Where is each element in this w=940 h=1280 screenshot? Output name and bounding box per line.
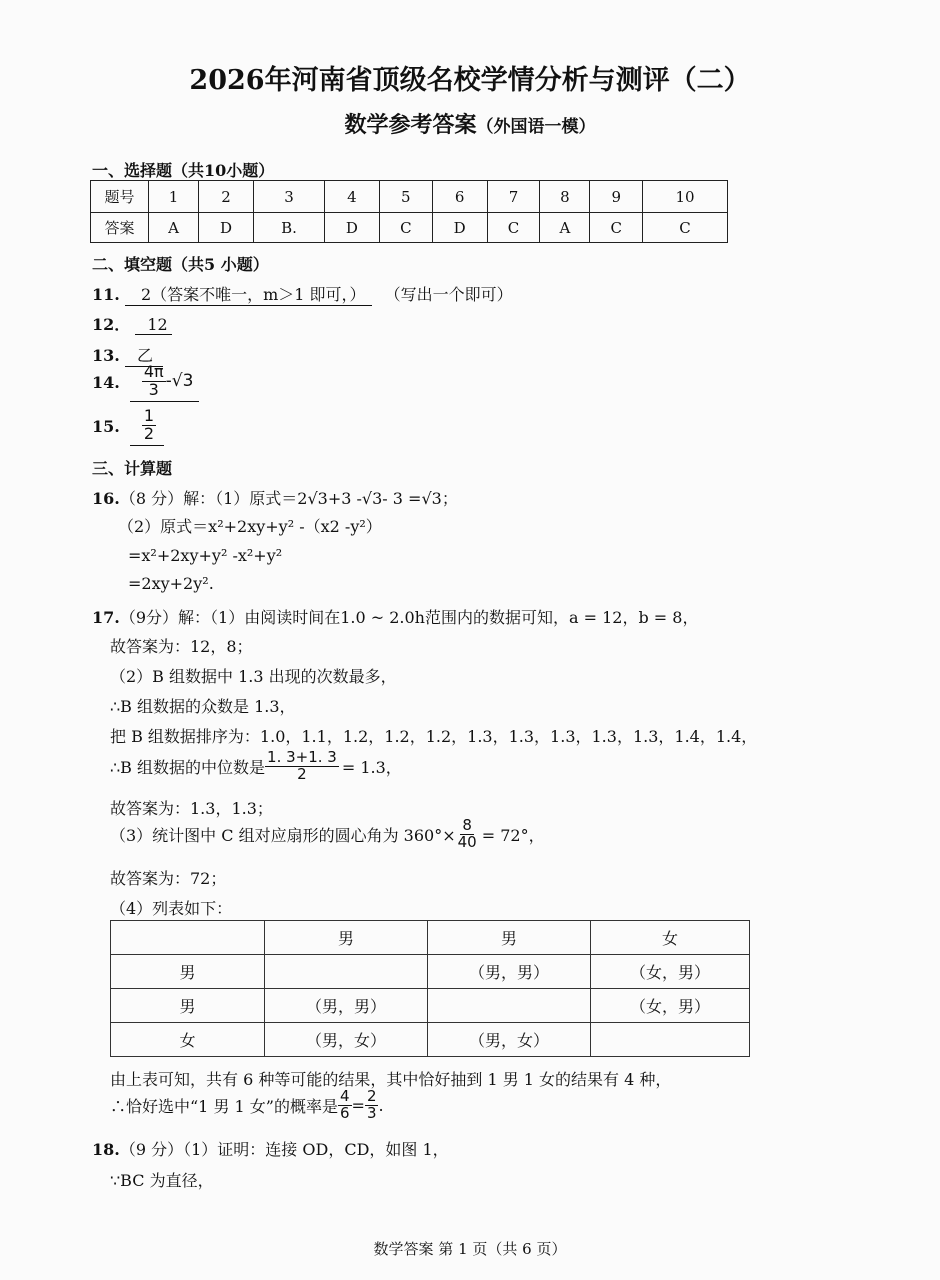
subtitle-note: （外国语一模） — [476, 117, 596, 137]
fraction1-numerator: 4 — [339, 1087, 350, 1105]
q17-line6 — [110, 750, 402, 783]
table-header-cell: 男 — [428, 921, 591, 955]
table-row-label: 男 — [111, 955, 265, 989]
q17-line8 — [110, 818, 545, 851]
q15-denominator: 2 — [143, 423, 155, 443]
table-corner-cell — [111, 921, 265, 955]
table-header-cell: 女 — [591, 921, 750, 955]
table-row — [111, 989, 750, 1023]
q18-number: 18. — [92, 1140, 120, 1159]
probability-fraction-1 — [338, 1089, 352, 1122]
q14-tail: -√3 — [165, 371, 194, 392]
answer-table-row-answers — [91, 213, 728, 243]
q-answer: C — [643, 213, 728, 243]
angle-denominator: 40 — [457, 832, 477, 851]
q17-line12 — [110, 1089, 384, 1122]
angle-fraction — [456, 818, 479, 851]
q-answer: A — [149, 213, 199, 243]
q13-number: 13. — [92, 346, 120, 365]
row-label-number: 题号 — [91, 181, 149, 213]
fraction2-denominator: 3 — [366, 1103, 377, 1122]
q14-denominator: 3 — [148, 379, 159, 399]
table-cell: （男，男） — [265, 989, 428, 1023]
q16-text: （8 分）解：（1）原式＝2√3+3 -√3- 3 =√3； — [119, 489, 458, 508]
q-number: 3 — [254, 181, 325, 213]
q17-line11: 由上表可知，共有 6 种等可能的结果，其中恰好抽到 1 男 1 女的结果有 4 种， — [110, 1070, 672, 1089]
probability-fraction-2 — [365, 1089, 379, 1122]
table-cell: （男，女） — [265, 1023, 428, 1057]
table-cell — [265, 955, 428, 989]
equals-sign: = — [351, 1095, 365, 1115]
q-number: 4 — [324, 181, 379, 213]
q12 — [92, 312, 172, 335]
median-denominator: 2 — [297, 764, 307, 783]
q14-number: 14. — [92, 373, 120, 393]
q-answer: B. — [254, 213, 325, 243]
table-row-label: 男 — [111, 989, 265, 1023]
document-title: 2026年河南省顶级名校学情分析与测评（二） — [189, 65, 751, 96]
fraction2-numerator: 2 — [366, 1087, 377, 1105]
q-answer: A — [540, 213, 590, 243]
table-row — [111, 955, 750, 989]
q17-line2: 故答案为：12，8； — [110, 637, 253, 656]
q16-number: 16. — [92, 489, 120, 508]
angle-numerator: 8 — [462, 816, 472, 834]
q-number: 9 — [590, 181, 643, 213]
probability-table-header — [111, 921, 750, 955]
q17-text: （9分）解：（1）由阅读时间在1.0 ~ 2.0h范围内的数据可知，a = 12，b = 8， — [119, 608, 699, 627]
q15 — [92, 408, 164, 446]
q-number: 7 — [487, 181, 540, 213]
angle-result: = 72°， — [481, 825, 545, 845]
q12-answer: 12 — [135, 315, 171, 335]
table-cell: （男，男） — [428, 955, 591, 989]
answer-table — [90, 180, 728, 243]
q18-line1 — [92, 1137, 449, 1160]
q17-number: 17. — [92, 608, 120, 627]
q16-line3: =x²+2xy+y² -x²+y² — [128, 546, 283, 565]
median-result: = 1.3， — [341, 757, 402, 777]
q17-line9: 故答案为：72； — [110, 869, 227, 888]
q17-line4: ∴B 组数据的众数是 1.3， — [110, 697, 296, 716]
answer-table-row-numbers — [91, 181, 728, 213]
q-number: 1 — [149, 181, 199, 213]
document-subtitle — [0, 108, 940, 139]
table-row-label: 女 — [111, 1023, 265, 1057]
fraction1-denominator: 6 — [339, 1103, 350, 1122]
table-cell: （女，男） — [591, 955, 750, 989]
q-number: 5 — [379, 181, 432, 213]
row-label-answer: 答案 — [91, 213, 149, 243]
q18-text: （9 分）（1）证明：连接 OD，CD，如图 1， — [119, 1140, 449, 1159]
q-answer: D — [324, 213, 379, 243]
section3-heading: 三、计算题 — [92, 459, 173, 478]
q16-line2: （2）原式＝x²+2xy+y² -（x2 -y²） — [118, 517, 382, 536]
q11-note: （写出一个即可） — [384, 285, 513, 304]
q-number: 6 — [432, 181, 487, 213]
probability-table — [110, 920, 750, 1057]
table-cell: （男，女） — [428, 1023, 591, 1057]
q14 — [92, 364, 199, 402]
q17-line1 — [92, 605, 698, 628]
q15-answer — [130, 408, 164, 446]
probability-period: . — [378, 1095, 384, 1115]
q14-fraction — [142, 364, 166, 399]
probability-text: ∴恰好选中“1 男 1 女”的概率是 — [110, 1096, 338, 1116]
subtitle-main: 数学参考答案 — [344, 112, 477, 138]
table-row — [111, 1023, 750, 1057]
table-cell — [591, 1023, 750, 1057]
q-number: 2 — [199, 181, 254, 213]
table-header-cell: 男 — [265, 921, 428, 955]
q11 — [92, 282, 513, 306]
q15-numerator: 1 — [143, 406, 155, 425]
q12-number: 12． — [92, 315, 131, 334]
q17-line7: 故答案为：1.3，1.3； — [110, 799, 273, 818]
q13-answer: 乙 — [125, 343, 163, 367]
q-answer: C — [379, 213, 432, 243]
q-answer: D — [199, 213, 254, 243]
angle-text: （3）统计图中 C 组对应扇形的圆心角为 360°× — [110, 825, 456, 845]
q-answer: C — [487, 213, 540, 243]
q16-line4: =2xy+2y². — [128, 574, 214, 593]
q-number: 8 — [540, 181, 590, 213]
median-fraction — [265, 750, 339, 783]
table-cell — [428, 989, 591, 1023]
q-number: 10 — [643, 181, 728, 213]
q-answer: D — [432, 213, 487, 243]
q-answer: C — [590, 213, 643, 243]
q11-answer: 2（答案不唯一，m＞1 即可，） — [125, 282, 372, 306]
median-text: ∴B 组数据的中位数是 — [110, 757, 266, 777]
table-cell: （女，男） — [591, 989, 750, 1023]
page-footer: 数学答案 第 1 页（共 6 页） — [373, 1240, 567, 1258]
q17-line10: （4）列表如下： — [110, 899, 233, 918]
q11-number: 11. — [92, 285, 120, 304]
q14-numerator: 4π — [143, 362, 164, 381]
q15-number: 15. — [92, 417, 120, 437]
q15-fraction — [142, 408, 156, 443]
section1-heading: 一、选择题（共10小题） — [92, 161, 275, 180]
section2-heading: 二、填空题（共5 小题） — [92, 255, 269, 274]
q14-answer — [130, 364, 200, 402]
q18-line2: ∵BC 为直径， — [110, 1171, 214, 1190]
median-numerator: 1. 3+1. 3 — [267, 748, 337, 766]
q17-line5: 把 B 组数据排序为：1.0，1.1，1.2，1.2，1.2，1.3，1.3，1.3，1.3，1.3，1.4，1.4， — [110, 727, 758, 746]
q17-line3: （2）B 组数据中 1.3 出现的次数最多， — [110, 667, 397, 686]
q16-line1 — [92, 486, 458, 509]
